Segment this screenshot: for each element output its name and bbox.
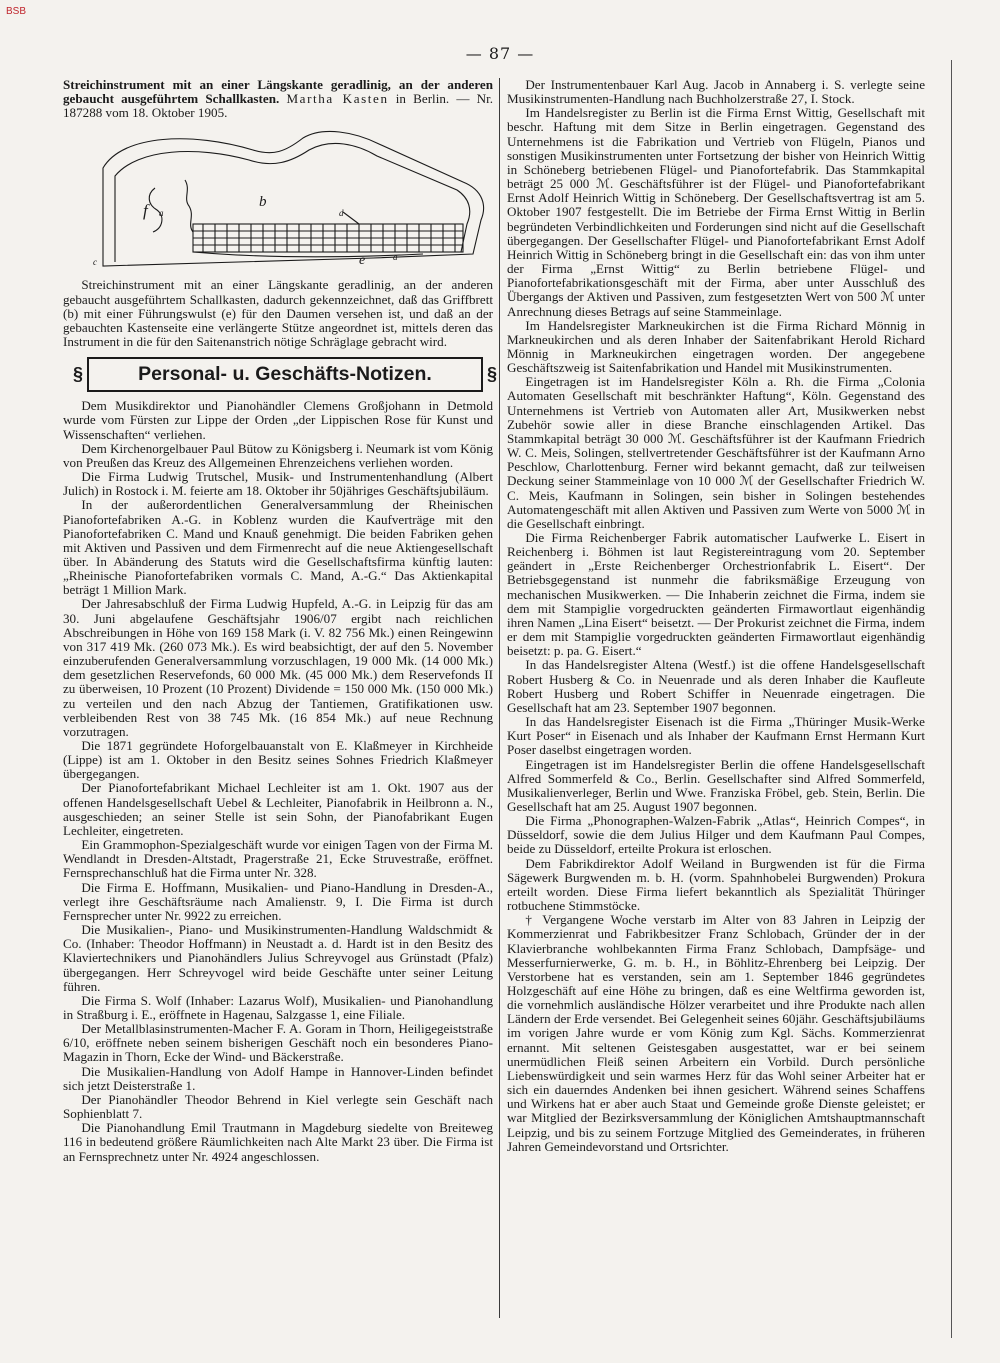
notice-wittig: Im Handelsregister zu Berlin ist die Firma Ernst Wittig, Gesellschaft mit beschr. Haftung mit dem Sitze in Berlin eingetragen. Gegenstand des Unternehmens ist die Fabrikation und Vertrieb von Flügeln, Pianos und sonstigen Musikinstrumenten unter Fortsetzung der bisher von Heinrich Wittig in Schöneberg betriebenen Flügel- und Pianofortefabrik. Das Stammkapital beträgt 25 000 ℳ. Geschäftsführer ist der Flügel- und Pianofortefabrikant Ernst Adolf Heinrich Wittig in Schöneberg. Der Gesellschaftsvertrag ist am 5. Oktober 1907 festgestellt. Die im Betriebe der Firma Ernst Wittig in Berlin begründeten Verbindlichkeiten und Forderungen sind nicht auf die Gesellschaft übergegangen. Der Gesellschafter Flügel- und Pianofortefabrikant Ernst Adolf Heinrich Wittig in Schöneberg bringt in die Gesellschaft ein: das von ihm unter der Firma „Ernst Wittig“ zu Berlin betriebene Flügel- und Pianofortefabrikationsgeschäft mit der Firma, aber unter Ausschluß des Übergangs der Aktiven und Passiven, zum festgesetzten Wert von 500 ℳ unter Anrechnung dieses Betrags auf seine Stammeinlage.: [507, 105, 925, 319]
notice-jacob: Der Instrumentenbauer Karl Aug. Jacob in Annaberg i. S. verlegte seine Musikinstrumenten-Handlung nach Buchholzerstraße 27, I. Stock.: [507, 77, 925, 107]
section-heading: § Personal- u. Geschäfts-Notizen. §: [87, 357, 483, 392]
notice-sommerfeld: Eingetragen ist im Handelsregister Berlin die offene Handelsgesellschaft Alfred Sommerfeld & Co., Berlin. Gesellschafter sind Alfred Sommerfeld, Musikalienverleger, Berlin und Wwe. Franziska Fröbel, geb. Stein, Berlin. Die Gesellschaft hat am 25. August 1907 begonnen.: [507, 756, 925, 814]
notice-klassmeyer: Die 1871 gegründete Hoforgelbauanstalt von E. Klaßmeyer in Kirchheide (Lippe) ist am 1. Oktober in den Besitz seines Sohnes Friedrich Klaßmeyer übergegangen.: [63, 738, 493, 782]
patent-description: Streichinstrument mit an einer Längskante geradlinig, an der anderen gebaucht ausgeführtem Schallkasten, dadurch gekennzeichnet, daß das Griffbrett (b) mit einer Führungswulst (e) für den Daumen versehen ist, und daß an der gebauchten Kastenseite eine verlängerte Stütze angeordnet ist, mittels deren das Instrument in die für den Saitenanstrich nötige Schräglage gebracht wird.: [63, 277, 493, 350]
label-c: c: [93, 257, 97, 268]
instrument-drawing: [63, 128, 493, 270]
notice-hupfeld: Der Jahresabschluß der Firma Ludwig Hupfeld, A.-G. in Leipzig für das am 30. Juni abgelaufene Geschäftsjahr 1906/07 ergibt nach reichlichen Abschreibungen in Höhe von 169 158 Mark (i. V. 82 756 Mk.) einen Reingewinn von 317 419 Mk. (260 073 Mk.). Es wird beabsichtigt, der auf den 5. November einzuberufenden Generalversammlung vorzuschlagen, 19 000 Mk. (14 000 Mk.) dem gesetzlichen Reservefonds, 60 000 Mk. (45 000 Mk.) dem Reservefonds II zu überweisen, 10 Prozent (10 Prozent) Dividende = 150 000 Mk. (150 000 Mk.) zu verteilen und den nach Abzug der Tantiemen, Gratifikationen usw. verbleibenden Rest von 38 745 Mk. (16 854 Mk.) auf neue Rechnung vorzutragen.: [63, 596, 493, 739]
label-a: a: [159, 208, 164, 219]
patent-detail: in Berlin. — Nr. 187288 vom 18. Oktober 1905.: [63, 91, 493, 121]
instrument-body-outline: [103, 132, 484, 267]
notice-atlas: Die Firma „Phonographen-Walzen-Fabrik „Atlas“, Heinrich Compes“, in Düsseldorf, sowie die dem Julius Hilger und dem Kaufmann Paul Compes, beide zu Düsseldorf, erteilte Prokura ist erloschen.: [507, 813, 925, 857]
notice-wolf: Die Firma S. Wolf (Inhaber: Lazarus Wolf), Musikalien- und Pianohandlung in Straßburg i. E., eröffnete in Hagenau, Salzgasse 1, eine Filiale.: [63, 992, 493, 1022]
notice-schlobach-obituary: † Vergangene Woche verstarb im Alter von 83 Jahren in Leipzig der Kommerzienrat und Fabrikbesitzer Franz Schlobach, Gründer der in der Klavierbranche wohlbekannten Firma Franz Schlobach, Dampfsäge- und Messerfurnierwerke, G. m. b. H., in Böhlitz-Ehrenberg bei Leipzig. Der Verstorbene hat es verstanden, sein am 1. September 1846 gegründetes Holzgeschäft auf eine Höhe zu bringen, daß es eine Weltfirma geworden ist, die vornehmlich ausländische Hölzer verarbeitet und ihre Produkte nach allen Ländern der Erde versendet. Bei Gelegenheit seines 60jähr. Geschäftsjubiläums im vorigen Jahre wurde er vom König zum Kgl. Sächs. Kommerzienrat ernannt. Mit seltenen Geistesgaben ausgestattet, war er bei seinem unermüdlichen Fleiß seinen Arbeitern ein Vorbild. Durch persönliche Liebenswürdigkeit und sein warmes Herz für das Wohl seiner Arbeiter hat er sich ein dauerndes Andenken bei ihnen gesichert. Während seines Schaffens und Wirkens hat er aber auch Staat und Gemeinde große Dienste geleistet; er war Mitglied der Bezirksversammlung der Königlichen Amtshauptmannschaft Leipzig, und bis zu seinem Fortzuge Mitglied des Gemeinderates, in früheren Jahren Gemeindevorstand und Ortsrichter.: [507, 912, 925, 1154]
notice-thueringer-musikwerke: In das Handelsregister Eisenach ist die Firma „Thüringer Musik-Werke Kurt Poser“ in Eisenach und als Inhaber der Kaufmann Ernst Hermann Kurt Poser daselbst eingetragen worden.: [507, 714, 925, 758]
notice-moennig: Im Handelsregister Markneukirchen ist die Firma Richard Mönnig in Markneukirchen und als deren Inhaber der Saitenfabrikant Herold Richard Mönnig in Markneukirchen eingetragen worden. Der angegebene Geschäftszweig ist Saitenfabrikation und Handel mit Musikinstrumenten.: [507, 317, 925, 376]
label-a-2: a: [393, 252, 398, 263]
notice-weiland: Dem Fabrikdirektor Adolf Weiland in Burgwenden ist für die Firma Sägewerk Burgwenden m. b. H. (vorm. Spahnhobelei Burgwenden) Prokura erteilt worden. Diese Firma liefert bekanntlich als Spezialität Thüringer rotbuchene Stimmstöcke.: [507, 855, 925, 914]
notice-trautmann: Die Pianohandlung Emil Trautmann in Magdeburg siedelte von Breiteweg 116 in bedeutend größere Räumlichkeiten nach Alte Markt 23 über. Die Firma ist an Fernsprechnetz unter Nr. 4924 angeschlossen.: [63, 1120, 493, 1164]
notice-lechleiter: Der Pianofortefabrikant Michael Lechleiter ist am 1. Okt. 1907 aus der offenen Handelsgesellschaft Uebel & Lechleiter, Pianofabrik in Heilbronn a. N., ausgeschieden; an seiner Stelle ist sein Sohn, der Pianofabrikant Eugen Lechleiter, eingetreten.: [63, 780, 493, 838]
library-stamp: BSB: [6, 6, 27, 17]
notice-buetow: Dem Kirchenorgelbauer Paul Bütow zu Königsberg i. Neumark ist vom König von Preußen das Kreuz des Allgemeinen Ehrenzeichens verliehen worden.: [63, 440, 493, 470]
page-number: — 87 —: [465, 44, 535, 63]
sound-hole-right: [185, 180, 193, 232]
left-column: [63, 78, 493, 1164]
patent-entry: [63, 78, 493, 120]
column-divider: [499, 78, 500, 1318]
right-column: [507, 78, 925, 1154]
notice-goram: Der Metallblasinstrumenten-Macher F. A. Goram in Thorn, Heiligegeiststraße 6/10, eröffnete neben seinem bisherigen Geschäft noch ein besonderes Piano-Magazin in Thorn, Ecke der Wind- und Bäckerstraße.: [63, 1021, 493, 1065]
page-edge-line: [951, 60, 952, 1338]
notice-colonia-automaten: Eingetragen ist im Handelsregister Köln a. Rh. die Firma „Colonia Automaten Gesellschaft mit beschränkter Haftung“, Köln. Gegenstand des Unternehmens ist Vertrieb von Automaten aller Art, Musikwerken nebst Zubehör sowie aller in diese Branche einschlagenden Artikel. Das Stammkapital beträgt 30 000 ℳ. Geschäftsführer ist der Kaufmann Friedrich W. C. Meis, Solingen, stellvertretender Geschäftsführer ist der Kaufmann Arno Peschlow, Charlottenburg. Ferner wird bekannt gemacht, daß zur teilweisen Deckung seiner Stammeinlage von 10 000 ℳ der Gesellschafter Friedrich W. C. Meis, Kaufmann in Solingen, sein bisher in Solingen bestehendes Automatengeschäft mit allen Aktiven und Passiven zum Werte von 5000 ℳ in die Gesellschaft einbringt.: [507, 374, 925, 531]
thumb-ridge: [193, 252, 423, 257]
label-f: f: [143, 201, 148, 221]
patent-owner: Martha Kasten: [286, 91, 389, 107]
instrument-figure: [63, 128, 493, 270]
patent-title: Streichinstrument mit an einer Längskante geradlinig, an der anderen gebaucht ausgeführtem Schallkasten.: [63, 77, 493, 107]
notice-waldschmidt: Die Musikalien-, Piano- und Musikinstrumenten-Handlung Waldschmidt & Co. (Inhaber: Theodor Hoffmann) in Neustadt a. d. Hardt ist in den Besitz des Klaviertechnikers und Pianohändlers Julius Schreyvogel aus Grünstadt (Pfalz) übergegangen. Herr Schreyvogel wird beide Geschäfte unter seiner Leitung führen.: [63, 922, 493, 994]
label-b: b: [259, 194, 267, 211]
label-d: d: [339, 208, 344, 219]
notice-hoffmann: Die Firma E. Hoffmann, Musikalien- und Piano-Handlung in Dresden-A., verlegt ihre Geschäftsräume nach Amalienstr. 9, I. Die Firma ist durch Fernsprecher unter Nr. 9922 zu erreichen.: [63, 879, 493, 923]
label-e: e: [359, 253, 366, 269]
notice-hampe: Die Musikalien-Handlung von Adolf Hampe in Hannover-Linden befindet sich jetzt Deisterstraße 1.: [63, 1063, 493, 1093]
notice-rheinische-pianofortefabriken: In der außerordentlichen Generalversammlung der Rheinischen Pianofortefabriken A.-G. in Koblenz wurden die Kaufverträge mit den Pianofortefabriken C. Mand und Knauß genehmigt. Die beiden Fabriken gehen mit Aktiven und Passiven und dem Firmenrecht auf die neue Aktiengesellschaft über. In Abänderung des Statuts wird die Gesellschaftsfirma künftig lauten: „Rheinische Pianofortefabriken vormals C. Mand, A.-G.“ Das Aktienkapital beträgt 1 Million Mark.: [63, 497, 493, 598]
notice-reichenberger: Die Firma Reichenberger Fabrik automatischer Laufwerke L. Eisert in Reichenberg i. Böhmen ist laut Registereintragung vom 20. September geändert in „Erste Reichenberger Orchestrionfabrik L. Eisert“. Der Betriebsgegenstand ist nunmehr die fabriksmäßige Erzeugung von mechanischen Musikwerken. — Die Inhaberin zeichnet die Firma, indem sie dem mit Stampiglie vorgedruckten geänderten Firmawortlaut eigenhändig ihren Namen „Lina Eisert“ beisetzt. — Der Prokurist zeichnet die Firma, indem er dem mit Stampiglie vorgedruckten geänderten Firmawortlaut eigenhändig beisetzt: p. pa. G. Eisert.“: [507, 530, 925, 659]
notice-trutschel: Die Firma Ludwig Trutschel, Musik- und Instrumentenhandlung (Albert Julich) in Rostock i. M. feierte am 18. Oktober ihr 50jähriges Geschäftsjubiläum.: [63, 469, 493, 499]
notice-grossjohann: Dem Musikdirektor und Pianohändler Clemens Großjohann in Detmold wurde vom Fürsten zur Lippe der Orden „der Lippischen Rose für Kunst und Wissenschaften“ verliehen.: [63, 398, 493, 442]
notice-husberg: In das Handelsregister Altena (Westf.) ist die offene Handelsgesellschaft Robert Husberg & Co. in Neuenrade und als deren Inhaber die Kaufleute Robert Husberg und Robert Schiffer in Neuenrade eingetragen. Die Gesellschaft hat am 23. September 1907 begonnen.: [507, 657, 925, 715]
notice-wendlandt: Ein Grammophon-Spezialgeschäft wurde vor einigen Tagen von der Firma M. Wendlandt in Dresden-Altstadt, Pragerstraße 21, Ecke Struvestraße, eröffnet. Fernsprechanschluß hat die Firma unter Nr. 328.: [63, 837, 493, 881]
notice-behrend: Der Pianohändler Theodor Behrend in Kiel verlegte sein Geschäft nach Sophienblatt 7.: [63, 1091, 493, 1122]
